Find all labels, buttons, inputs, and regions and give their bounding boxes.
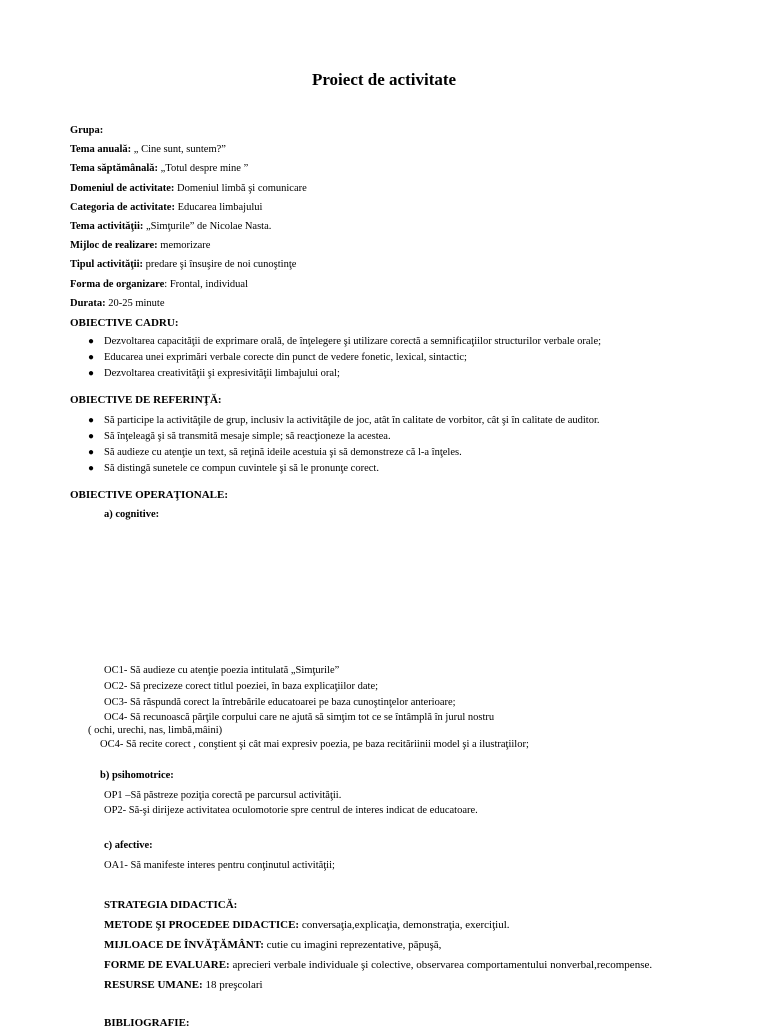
info-value: „Totul despre mine ” (158, 163, 249, 174)
info-domeniul (70, 182, 307, 196)
obiective-cadru-list (70, 334, 601, 382)
strategia-label: METODE ŞI PROCEDEE DIDACTICE: (104, 919, 300, 931)
oc-item: ( ochi, urechi, nas, limbă,mâini) (88, 725, 223, 736)
strategia-label: FORME DE EVALUARE: (104, 959, 230, 971)
list-item-text: Educarea unei exprimări verbale corecte din punct de vedere fonetic, lexical, sintactic; (104, 352, 467, 363)
bullet-icon: ● (88, 431, 95, 442)
info-value: „Simţurile” de Nicolae Nasta. (143, 221, 272, 232)
info-tema-anuala (70, 143, 226, 157)
info-value: 20-25 minute (105, 298, 165, 309)
list-item-text: Dezvoltarea creativităţii şi expresivităţii limbajului oral; (104, 368, 340, 379)
info-label: Tema anuală: (70, 144, 132, 155)
info-label: Tema activităţii: (70, 221, 144, 232)
list-item (70, 334, 601, 350)
strategia-label: MIJLOACE DE ÎNVĂŢĂMÂNT: (104, 939, 264, 951)
info-label: Durata: (70, 298, 106, 309)
info-tema-saptamanala (70, 162, 248, 176)
oc-item: OC4- Să recunoască părţile corpului care ne ajută să simţim tot ce se întâmplă în jurul nostru (104, 712, 495, 723)
info-tema-activitatii (70, 220, 271, 234)
obiective-referinta-list (70, 413, 600, 477)
info-label: Categoria de activitate: (70, 202, 175, 213)
oc-item: OC3- Să răspundă corect la întrebările educatoarei pe baza cunoştinţelor anterioare; (104, 697, 456, 708)
obiective-operationale-heading: OBIECTIVE OPERAŢIONALE: (70, 489, 229, 501)
strategia-heading: STRATEGIA DIDACTICĂ: (104, 899, 238, 911)
bibliografie-heading: BIBLIOGRAFIE: (104, 1017, 190, 1029)
info-grupa (70, 124, 103, 138)
info-label: Tipul activităţii: (70, 259, 144, 270)
list-item (70, 366, 601, 382)
strategia-value: cutie cu imagini reprezentative, păpuşă, (263, 939, 442, 951)
list-item-text: Să înţeleagă şi să transmită mesaje simple; să reacţioneze la acestea. (104, 431, 391, 442)
cognitive-label: a) cognitive: (104, 509, 160, 520)
info-forma (70, 278, 248, 292)
list-item-text: Să audieze cu atenţie un text, să reţină ideile acestuia şi să demonstreze că l-a înţeles. (104, 447, 462, 458)
info-label: Domeniul de activitate: (70, 183, 175, 194)
list-item-text: Să distingă sunetele ce compun cuvintele şi să le pronunţe corect. (104, 463, 379, 474)
bullet-icon: ● (88, 352, 95, 363)
info-categoria (70, 201, 262, 215)
info-label: Forma de organizare (70, 279, 165, 290)
strategia-row (104, 938, 441, 952)
info-label: Mijloc de realizare: (70, 240, 158, 251)
info-mijloc (70, 239, 210, 253)
bullet-icon: ● (88, 336, 95, 347)
info-value: „ Cine sunt, suntem?” (131, 144, 226, 155)
strategia-row (104, 918, 510, 932)
list-item (70, 350, 601, 366)
bullet-icon: ● (88, 447, 95, 458)
info-label: Grupa: (70, 125, 104, 136)
page-title: Proiect de activitate (311, 70, 457, 89)
op-item: OP2- Să-şi dirijeze activitatea oculomotorie spre centrul de interes indicat de educatoare. (104, 805, 478, 816)
info-value: predare şi însuşire de noi cunoştinţe (143, 259, 297, 270)
info-tipul (70, 258, 296, 272)
info-value: Educarea limbajului (174, 202, 263, 213)
bullet-icon: ● (88, 463, 95, 474)
list-item (70, 413, 600, 429)
obiective-cadru-heading: OBIECTIVE CADRU: (70, 317, 179, 329)
info-durata (70, 297, 165, 311)
list-item-text: Dezvoltarea capacităţii de exprimare orală, de înţelegere şi utilizare corectă a semnificaţiilor structurilor verbale orale; (104, 336, 602, 347)
strategia-value: 18 preşcolari (202, 979, 263, 991)
list-item-text: Să participe la activităţile de grup, inclusiv la activităţile de joc, atât în calitate de vorbitor, cât şi în calitate de auditor. (104, 415, 600, 426)
obiective-referinta-heading: OBIECTIVE DE REFERINŢĂ: (70, 394, 222, 406)
list-item (70, 429, 600, 445)
oc-item: OC2- Să precizeze corect titlul poeziei, în baza explicaţiilor date; (104, 681, 379, 692)
info-label: Tema săptămânală: (70, 163, 158, 174)
afective-label: c) afective: (104, 840, 153, 851)
psihomotrice-label: b) psihomotrice: (100, 770, 174, 781)
strategia-row (104, 978, 263, 992)
bullet-icon: ● (88, 415, 95, 426)
list-item (70, 461, 600, 477)
info-value: memorizare (157, 240, 211, 251)
strategia-row (104, 958, 652, 972)
strategia-label: RESURSE UMANE: (104, 979, 203, 991)
strategia-value: aprecieri verbale individuale şi colective, observarea comportamentului nonverbal,recompense. (229, 959, 653, 971)
oc-item: OC1- Să audieze cu atenţie poezia intitulată „Simţurile” (104, 665, 340, 676)
op-item: OP1 –Să păstreze poziţia corectă pe parcursul activităţii. (104, 790, 342, 801)
strategia-value: conversaţia,explicaţia, demonstraţia, exerciţiul. (299, 919, 510, 931)
bullet-icon: ● (88, 368, 95, 379)
info-value: : Frontal, individual (164, 279, 248, 290)
oc-item: OC4- Să recite corect , conştient şi cât mai expresiv poezia, pe baza recităriinii model şi a ilustraţiilor; (100, 739, 529, 750)
oa-item: OA1- Să manifeste interes pentru conţinutul activităţii; (104, 860, 335, 871)
list-item (70, 445, 600, 461)
info-value: Domeniul limbă şi comunicare (174, 183, 307, 194)
